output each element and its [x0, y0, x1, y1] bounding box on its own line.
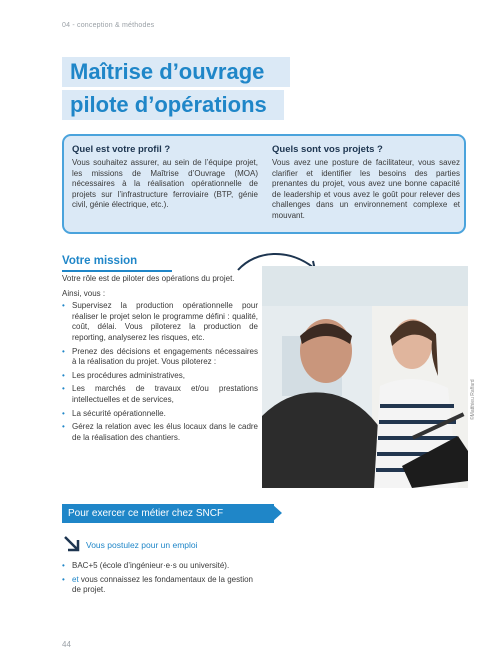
profile-text: Vous souhaitez assurer, au sein de l’équipe projet, les missions de Maîtrise d’Ouvrage (MOA) nécessaires à la réalisation opérationnelle de projets sur l’infrastructure ferroviaire (BTP, génie civil, génie électrique, etc.).	[72, 158, 258, 210]
mission-intro: Votre rôle est de piloter des opérations du projet.	[62, 274, 235, 283]
banner-tip	[272, 504, 282, 522]
projects-text: Vous avez une posture de facilitateur, vous savez clarifier et identifier les besoins des parties prenantes du projet, vous avez une bonne capacité de leadership et vous avez le goût pour relever des challenges dans un environnement complexe et mouvant.	[272, 158, 460, 220]
requirements	[62, 561, 262, 599]
list-item: • La sécurité opérationnelle.	[62, 408, 166, 418]
apply-label: Vous postulez pour un emploi	[86, 540, 198, 550]
mission-ainsi: Ainsi, vous :	[62, 288, 106, 298]
list-item: • BAC+5 (école d’ingénieur·e·s ou université).	[62, 561, 230, 570]
profile-column	[72, 144, 258, 211]
list-item: • Supervisez la production opérationnelle pour réaliser le projet selon le programme défini : qualité, coût, délai. Vous piloterez la production de reporting, analyserez les risques, etc.	[62, 301, 258, 342]
list-item: • et vous connaissez les fondamentaux de la gestion de projet.	[62, 574, 254, 595]
mission-body	[62, 274, 258, 446]
mission-list	[62, 301, 258, 443]
profile-title: Quel est votre profil ?	[72, 144, 171, 155]
page-number: 44	[62, 640, 71, 649]
photo-illustration	[262, 266, 468, 488]
requirements-list	[62, 561, 262, 596]
section-header: 04 - conception & méthodes	[62, 22, 155, 29]
projects-column	[272, 144, 460, 222]
title-band-tip	[270, 57, 286, 87]
mission-underline	[62, 270, 172, 272]
page-title-line1: Maîtrise d’ouvrage -	[62, 57, 290, 87]
team-photo	[262, 266, 468, 488]
list-item: • Les marchés de travaux et/ou prestations intellectuelles et de services,	[62, 384, 258, 404]
photo-credit: ©Matthieu Raffard	[470, 379, 476, 420]
sncf-banner: Pour exercer ce métier chez SNCF	[62, 504, 274, 523]
list-item: • Les procédures administratives,	[62, 370, 185, 380]
list-item: • Prenez des décisions et engagements nécessaires à la réalisation du projet. Vous piloterez :	[62, 346, 258, 367]
arrow-down-right-icon	[62, 534, 82, 554]
projects-title: Quels sont vos projets ?	[272, 144, 383, 155]
page-title-line2: pilote d’opérations	[62, 90, 284, 120]
list-item: • Gérez la relation avec les élus locaux dans le cadre de la réalisation des chantiers.	[62, 422, 258, 442]
mission-heading: Votre mission	[62, 255, 138, 267]
